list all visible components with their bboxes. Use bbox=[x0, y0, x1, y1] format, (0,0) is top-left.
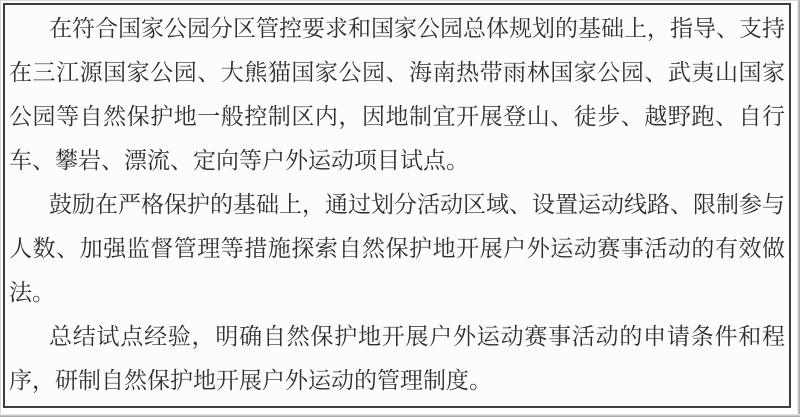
paragraph-protected-area-events: 鼓励在严格保护的基础上，通过划分活动区域、设置运动线路、限制参与人数、加强监督管理等措施探索自然保护地开展户外运动赛事活动的有效做法。 bbox=[9, 191, 785, 305]
paragraph-pilot-experience-summary: 总结试点经验，明确自然保护地开展户外运动赛事活动的申请条件和程序，研制自然保护地开展户外运动的管理制度。 bbox=[9, 323, 785, 393]
paragraph-national-parks-pilot: 在符合国家公园分区管控要求和国家公园总体规划的基础上，指导、支持在三江源国家公园、大熊猫国家公园、海南热带雨林国家公园、武夷山国家公园等自然保护地一般控制区内，因地制宜开展登山、徒步、越野跑、自行车、攀岩、漂流、定向等户外运动项目试点。 bbox=[9, 15, 785, 173]
page-edge-top bbox=[0, 0, 800, 1]
document-frame bbox=[3, 3, 791, 408]
document-text-block bbox=[5, 5, 789, 406]
page-edge-left bbox=[0, 0, 1, 417]
